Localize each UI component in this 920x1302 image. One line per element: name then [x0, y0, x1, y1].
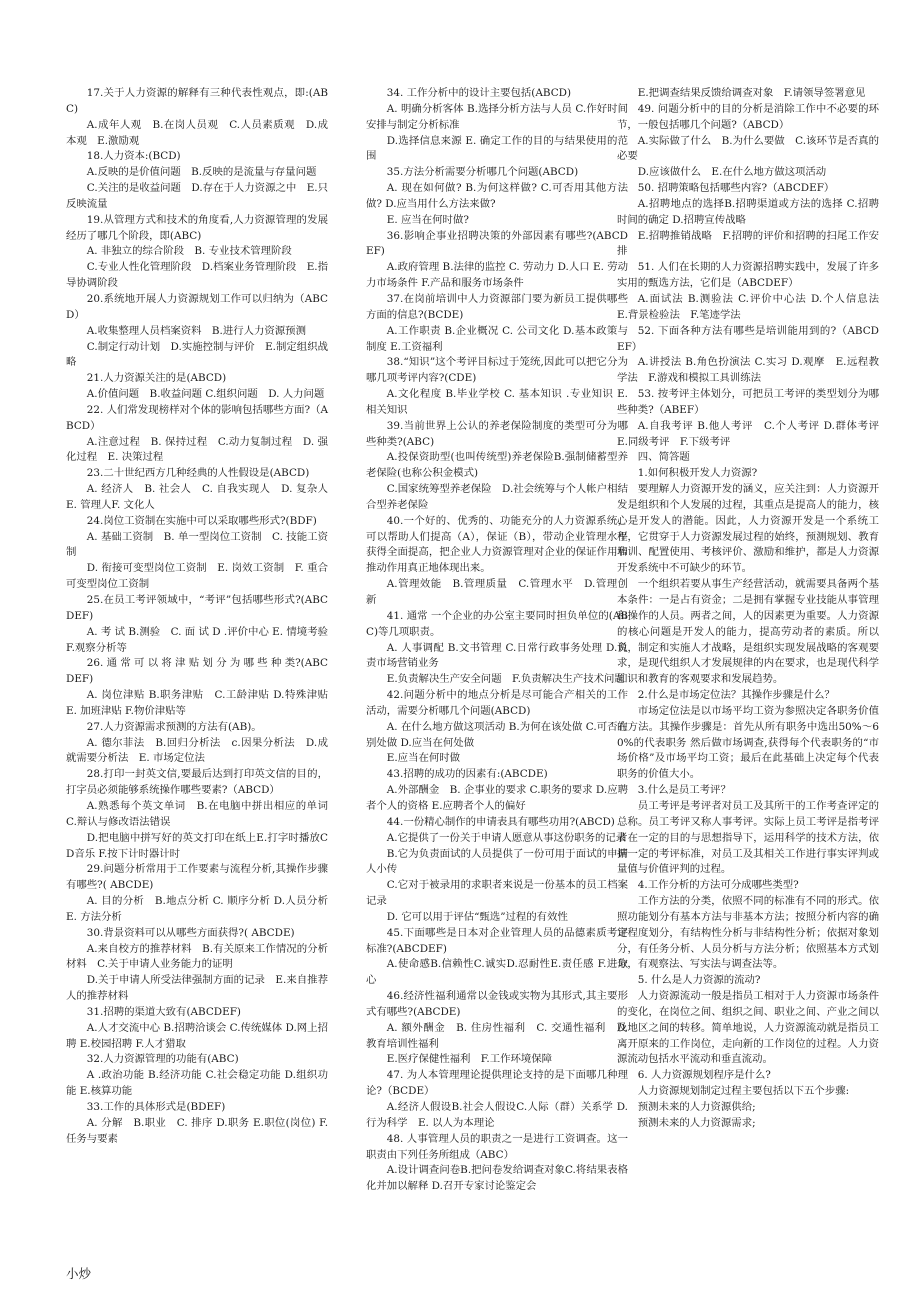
- text-paragraph: 四、简答题: [637, 451, 690, 464]
- text-paragraph: E.负责解决生产安全问题 F.负责解决生产技术问题: [386, 673, 625, 686]
- text-paragraph: E.医疗保健性福利 F.工作环境保障: [386, 1053, 553, 1066]
- text-paragraph: 50. 招聘策略包括哪些内容?（ABCDEF）: [637, 182, 835, 195]
- text-paragraph: A. 考 试 B.测验 C. 面 试 D .评价中心 E. 情境考验 F.观察分析等: [66, 625, 328, 654]
- text-paragraph: 26. 通 常 可 以 将 津 贴 划 分 为 哪 些 种 类?(ABCDEF): [66, 657, 328, 686]
- text-paragraph: 44.一份精心制作的申请表具有哪些功用?(ABCD): [386, 815, 615, 828]
- text-paragraph: 18.人力资本:(BCD): [86, 150, 181, 163]
- text-paragraph: 5. 什么是人力资源的流动?: [637, 974, 761, 987]
- text-paragraph: E.把调查结果反馈给调查对象 F.请领导签署意见: [637, 87, 866, 99]
- text-paragraph: 51. 人们在长期的人力资源招聘实践中，发展了许多实用的甄选方法，它们是（ABCDEF）: [617, 261, 879, 290]
- text-paragraph: A.经济人假设B.社会人假设C.人际（群）关系学 D.行为科学 E. 以人为本理论: [366, 1101, 628, 1129]
- text-paragraph: 预测未来的人力资源供给;: [637, 1101, 756, 1113]
- text-paragraph: 17.关于人力资源的解释有三种代表性观点，即:(ABC): [66, 87, 328, 115]
- text-paragraph: A.投保资助型(也叫传统型)养老保险B.强制储蓄型养老保险(也称公积金模式): [366, 451, 628, 480]
- text-paragraph: 市场定位法是以市场平均工资为参照决定各职务价值的方法。其操作步骤是：首先从所有职务中选出50%～60%的代表职务 然后做市场调查,获得每个代表职务的“市场价格”及市场平均工资；最后在此基础上决定每个代表职务的价值大小。: [617, 704, 879, 781]
- text-paragraph: B.它为负责面试的人员提供了一份可用于面试的申请人小传: [366, 847, 628, 876]
- text-paragraph: 53. 按考评主体划分，可把员工考评的类型划分为哪些种类?（ABEF）: [617, 388, 879, 416]
- text-paragraph: A.实际做了什么 B.为什么要做 C.该环节是否真的必要: [617, 134, 879, 163]
- text-paragraph: A. 经济人 B. 社会人 C. 自我实现人 D. 复杂人 E. 管理人F. 文化人: [66, 483, 339, 511]
- text-paragraph: A. 额外酬金 B. 住房性福利 C. 交通性福利 D. 教育培训性福利: [366, 1021, 628, 1050]
- text-paragraph: A. 现在如何做? B.为何这样做? C.可否用其他方法做? D.应当用什么方法来做?: [366, 182, 628, 210]
- text-paragraph: A.工作职责 B.企业概况 C. 公司文化 D.基本政策与制度 E.工资福利: [366, 324, 628, 353]
- text-paragraph: A.人才交流中心 B.招聘洽谈会 C.传统媒体 D.网上招聘 E.校园招聘 F.人才猎取: [66, 1021, 328, 1050]
- text-paragraph: A.面试法 B.测验法 C.评价中心法 D.个人信息法 E.背景检验法 F.笔迹学法: [617, 292, 890, 321]
- text-paragraph: 37.在岗前培训中人力资源部门要为新员工提供哪些方面的信息?(BCDE): [366, 292, 628, 321]
- text-paragraph: A .政治功能 B.经济功能 C.社会稳定功能 D.组织功能 E.核算功能: [66, 1069, 328, 1098]
- text-paragraph: 42.问题分析中的地点分析是尽可能合产相关的工作活动，需要分析哪几个问题(ABCD): [366, 689, 628, 717]
- text-paragraph: 41. 通常 一个企业的办公室主要同时担负单位的(ABC)等几项职责。: [366, 609, 628, 638]
- text-paragraph: A. 岗位津贴 B.职务津贴 C.工龄津贴 D.特殊津贴 E. 加班津贴 F.物价津贴等: [66, 689, 339, 717]
- text-paragraph: 28.打印一封英文信,要最后达到打印英文信的目的，打字员必须能够系统操作哪些要素?（ABCD）: [66, 768, 328, 797]
- column-right: [617, 86, 890, 1132]
- text-paragraph: C.制定行动计划 D.实施控制与评价 E.制定组织战略: [66, 340, 328, 369]
- text-paragraph: A. 非独立的综合阶段 B. 专业技术管理阶段: [86, 245, 292, 258]
- text-paragraph: D. 衔接可变型岗位工资制 E. 岗效工资制 F. 重合可变型岗位工资制: [66, 562, 328, 591]
- text-paragraph: A.使命感B.信赖性C.诚实D.忍耐性E.责任感 F.进取心: [366, 958, 628, 987]
- text-paragraph: A.招聘地点的选择B.招聘渠道或方法的选择 C.招聘时间的确定 D.招聘宣传战略: [617, 197, 879, 226]
- text-paragraph: 19.从管理方式和技术的角度看,人力资源管理的发展经历了哪几个阶段，即(ABC): [66, 213, 328, 242]
- text-paragraph: 47. 为人本管理理论提供理论支持的是下面哪几种理论?（BCDE）: [366, 1069, 628, 1098]
- text-paragraph: C.国家统筹型养老保险 D.社会统筹与个人帐户相结合型养老保险: [366, 483, 628, 511]
- text-paragraph: D.应该做什么 E.在什么地方做这项活动: [637, 166, 827, 179]
- text-paragraph: 48. 人事管理人员的职责之一是进行工资调查。这一职责由下列任务所组成（ABC）: [366, 1132, 628, 1161]
- text-paragraph: D.选择信息来源 E. 确定工作的目的与结果使用的范围: [366, 134, 628, 163]
- text-paragraph: 35.方法分析需要分析哪几个问题(ABCD): [386, 166, 579, 179]
- text-paragraph: 一个组织若要从事生产经营活动，就需要具备两个基本条件：一是占有资金；二是拥有掌握专业技能从事管理和操作的人员。两者之间，人的因素更为重要。人力资源的核心问题是开发人的能力，提高劳动者的素质。所以说，制定和实施人才战略，是组织实现发展战略的客观要求，是现代组织人才发展规律的内在要求，也是现代科学知识和教育的客观要求和发展趋势。: [617, 578, 879, 686]
- text-paragraph: A.收集整理人员档案资料 B.进行人力资源预测: [86, 324, 306, 337]
- text-paragraph: A.熟悉每个英文单词 B.在电脑中拼出相应的单词 C.辩认与修改语法错误: [66, 799, 328, 828]
- text-paragraph: C.它对于被录用的求职者来说是一份基本的员工档案记录: [366, 879, 628, 908]
- text-paragraph: 31.招聘的渠道大致有(ABCDEF): [86, 1005, 241, 1018]
- text-paragraph: 40.一个好的、优秀的、功能充分的人力资源系统，可以帮助人们提高（A），保证（B），带动企业管理水平获得全面提高，把企业人力资源管理对企业的保证作用和推动作用真正地体现出来。: [366, 514, 628, 575]
- text-paragraph: A. 德尔菲法 B.回归分析法 c.因果分析法 D.成就需要分析法 E. 市场定位法: [66, 736, 328, 765]
- text-paragraph: A. 基础工资制 B. 单一型岗位工资制 C. 技能工资制: [66, 530, 328, 559]
- text-paragraph: 49. 问题分析中的目的分析是消除工作中不必要的环节，一般包括哪几个问题?（ABCD）: [617, 102, 879, 131]
- text-paragraph: A.成年人观 B.在岗人员观 C.人员素质观 D.成本观 E.激励观: [66, 118, 328, 147]
- text-paragraph: A.来自校方的推荐材料 B.有关原来工作情况的分析材料 C.关于申请人业务能力的证明: [66, 942, 328, 971]
- text-paragraph: 25.在员工考评领域中，“考评”包括哪些形式?(ABCDEF): [66, 594, 328, 622]
- text-paragraph: 30.背景资料可以从哪些方面获得?( ABCDE): [86, 926, 295, 939]
- text-paragraph: 员工考评是考评者对员工及其所干的工作考查评定的总称。员工考评又称人事考评。实际上员工考评是指考评者在一定的目的与思想指导下，运用科学的技术方法，依据一定的考评标准，对员工及其相关工作进行事实评判或量值与价值评判的过程。: [617, 799, 879, 876]
- text-paragraph: A.自我考评 B.他人考评 C.个人考评 D.群体考评 E.同级考评 F.下级考评: [617, 419, 890, 448]
- text-paragraph: 要理解人力资源开发的涵义，应关注到：人力资源开发是组织和个人发展的过程，其重点是提高人的能力，核心是开发人的潜能。因此，人力资源开发是一个系统工程，它贯穿于人力资源发展过程的始终，预测规划、教育培训、配置使用、考核评价、激励和维护，都是人力资源开发系统中不可缺少的环节。: [617, 483, 879, 575]
- column-middle: [366, 86, 628, 1195]
- text-paragraph: 34. 工作分析中的设计主要包括(ABCD): [386, 87, 572, 99]
- text-paragraph: 4.工作分析的方法可分成哪些类型?: [637, 879, 799, 892]
- text-paragraph: A.设计调查问卷B.把问卷发给调查对象C.将结果表格化并加以解释 D.召开专家讨论鉴定会: [366, 1164, 628, 1193]
- text-paragraph: C.关注的是收益问题 D.存在于人力资源之中 E.只反映流量: [66, 182, 328, 210]
- text-paragraph: 52. 下面各种方法有哪些是培训能用到的?（ABCDEF）: [617, 324, 879, 353]
- text-paragraph: 24.岗位工资制在实施中可以采取哪些形式?(BDF): [86, 514, 317, 527]
- text-paragraph: A.外部酬金 B. 企事业的要求 C.职务的要求 D.应聘者个人的资格 E.应聘者个人的偏好: [366, 784, 628, 812]
- text-paragraph: A.文化程度 B.毕业学校 C. 基本知识 .专业知识 E. 相关知识: [366, 388, 628, 416]
- text-paragraph: A. 明确分析客体 B.选择分析方法与人员 C.作好时间安排与制定分析标准: [366, 102, 628, 131]
- text-paragraph: A.讲授法 B.角色扮演法 C.实习 D.观摩 E.远程教学法 F.游戏和模拟工具训练法: [617, 356, 879, 385]
- text-paragraph: A.它提供了一份关于申请人愿意从事这份职务的记录: [386, 831, 627, 844]
- text-paragraph: E. 应当在何时做?: [386, 213, 469, 226]
- text-paragraph: A.政府管理 B.法律的监控 C. 劳动力 D.人口 E. 劳动力市场条件 F.产品和服务市场条件: [366, 261, 628, 290]
- page-footer: 小炒: [66, 1266, 92, 1281]
- text-paragraph: D.关于申请人所受法律强制方面的记录 E.来自推荐人的推荐材料: [66, 974, 328, 1003]
- text-paragraph: C.专业人性化管理阶段 D.档案业务管理阶段 E.指导协调阶段: [66, 261, 328, 290]
- text-paragraph: 36.影响企事业招聘决策的外部因素有哪些?(ABCDEF): [366, 229, 628, 258]
- text-paragraph: 21.人力资源关注的是(ABCD): [86, 372, 227, 385]
- text-paragraph: A. 分解 B.职业 C. 排序 D.职务 E.职位(岗位) F.任务与要素: [66, 1116, 328, 1145]
- text-paragraph: A.注意过程 B. 保持过程 C.动力复制过程 D. 强化过程 E. 决策过程: [66, 435, 328, 464]
- text-paragraph: 27.人力资源需求预测的方法有(AB)。: [86, 720, 262, 733]
- text-paragraph: 6. 人力资源规划程序是什么?: [637, 1069, 771, 1082]
- text-paragraph: 45.下面哪些是日本对企业管理人员的品德素质考评标准?(ABCDEF): [366, 926, 628, 955]
- text-paragraph: 人力资源流动一般是指员工相对于人力资源市场条件的变化，在岗位之间、组织之间、职业之间、产业之间以及地区之间的转移。简单地说，人力资源流动就是指员工离开原来的工作岗位，走向新的工作岗位的过程。人力资源流动包括水平流动和垂直流动。: [617, 990, 879, 1066]
- text-paragraph: A.管理效能 B.管理质量 C.管理水平 D.管理创新: [366, 578, 628, 606]
- text-paragraph: 预测未来的人力资源需求;: [637, 1116, 756, 1129]
- text-paragraph: 46.经济性福利通常以金钱或实物为其形式,其主要形式有哪些?(ABCDE): [366, 990, 628, 1018]
- text-paragraph: 23.二十世纪西方几种经典的人性假设是(ABCD): [86, 467, 310, 480]
- text-paragraph: 38.“知识”这个考评目标过于笼统,因此可以把它分为哪几项考评内容?(CDE): [366, 356, 628, 385]
- text-paragraph: 32.人力资源管理的功能有(ABC): [86, 1053, 239, 1066]
- text-paragraph: D.把电脑中拼写好的英文打印在纸上E.打字时播放CD音乐 F.按下计时器计时: [66, 831, 328, 860]
- text-paragraph: A.反映的是价值问题 B.反映的是流量与存量问题: [86, 166, 317, 179]
- text-paragraph: A. 目的分析 B.地点分析 C. 顺序分析 D.人员分析 E. 方法分析: [66, 895, 339, 923]
- text-paragraph: 43.招聘的成功的因素有:(ABCDE): [386, 768, 548, 781]
- text-paragraph: A. 在什么地方做这项活动 B.为何在该处做 C.可否在别处做 D.应当在何处做: [366, 720, 628, 749]
- column-left: [66, 86, 339, 1148]
- text-paragraph: 3.什么是员工考评？: [637, 784, 731, 797]
- text-paragraph: 人力资源规划制定过程主要包括以下五个步骤:: [637, 1085, 850, 1098]
- text-paragraph: A.价值问题 B.收益问题 C.组织问题 D. 人力问题: [86, 388, 325, 401]
- text-paragraph: 29.问题分析常用于工作要素与流程分析,其操作步骤有哪些?( ABCDE): [66, 863, 328, 892]
- text-paragraph: 1.如何积极开发人力资源?: [637, 467, 758, 480]
- text-paragraph: 20.系统地开展人力资源规划工作可以归纳为（ABCD）: [66, 292, 328, 321]
- text-paragraph: 工作方法的分类，依照不同的标准有不同的形式。依照功能划分有基本方法与非基本方法；按照分析内容的确定程度划分，有结构性分析与非结构性分析；依据对象划分，有任务分析、人员分析与方法分析；依照基本方式划分，有观察法、写实法与调查法等。: [617, 895, 879, 971]
- text-paragraph: 22. 人们常发现榜样对个体的影响包括哪些方面?（ABCD）: [66, 403, 328, 432]
- text-paragraph: 39.当前世界上公认的养老保险制度的类型可分为哪些种类?(ABC): [366, 419, 628, 448]
- text-paragraph: 33.工作的具体形式是(BDEF): [86, 1101, 226, 1113]
- text-paragraph: A. 人事调配 B.文书管理 C.日常行政事务处理 D.负责市场营销业务: [366, 641, 628, 670]
- text-paragraph: E.招聘推销战略 F.招聘的评价和招聘的扫尾工作安排: [617, 229, 879, 258]
- text-paragraph: 2.什么是市场定位法？其操作步骤是什么？: [637, 689, 835, 702]
- text-paragraph: E.应当在何时做: [386, 752, 461, 765]
- text-paragraph: D. 它可以用于评估“甄选”过程的有效性: [386, 910, 568, 923]
